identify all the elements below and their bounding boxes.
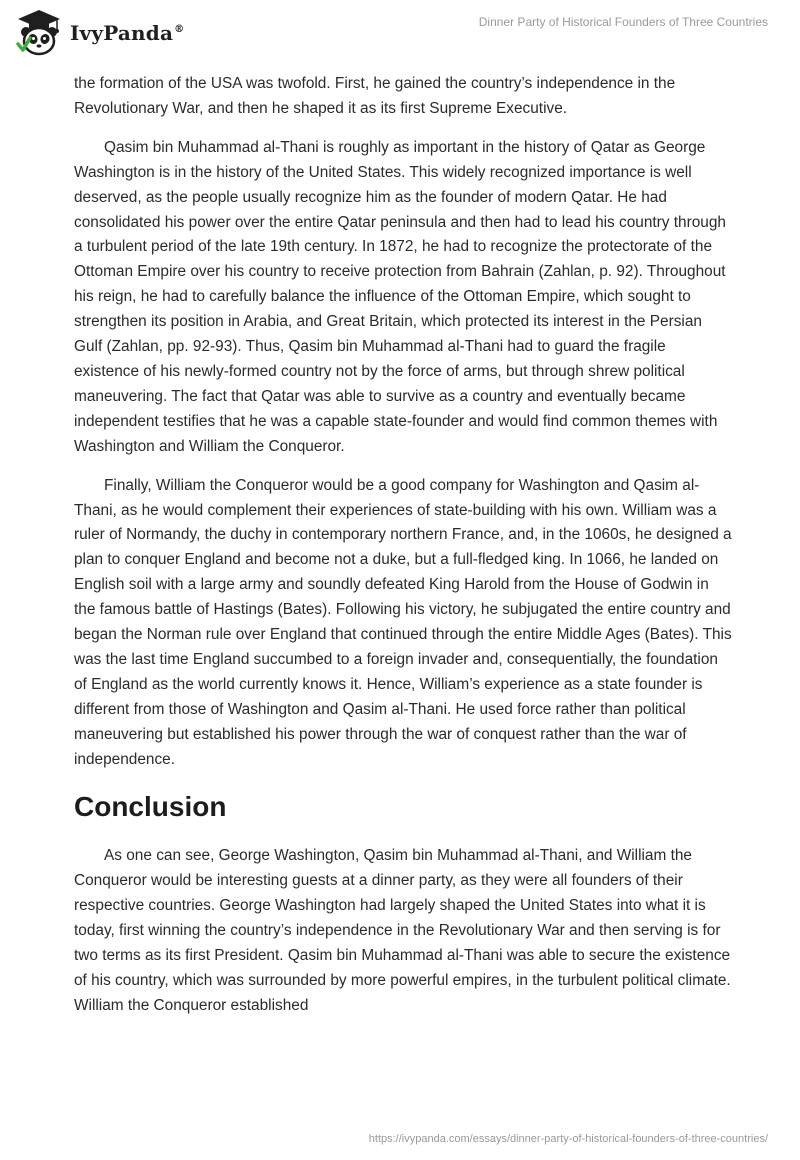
document-title: Dinner Party of Historical Founders of Three Countries (478, 15, 768, 29)
section-heading-conclusion: Conclusion (74, 791, 227, 823)
registered-mark: ® (174, 24, 185, 36)
footer-source-url[interactable]: https://ivypanda.com/essays/dinner-party-of-historical-founders-of-three-countries/ (368, 1133, 768, 1145)
essay-body (74, 72, 734, 1033)
paragraph-continuation: the formation of the USA was twofold. First, he gained the country’s independence in the Revolutionary War, and then he shaped it as its first Supreme Executive. (74, 75, 676, 117)
page-header (0, 0, 800, 70)
panda-graduate-icon (14, 8, 64, 58)
paragraph-conclusion: As one can see, George Washington, Qasim bin Muhammad al-Thani, and William the Conqueror would be interesting guests at a dinner party, as they were all founders of their respective countries. George Washington had largely shaped the United States into what it is today, first winning the country’s independence in the Revolutionary War and then serving is for two terms as its first President. Qasim bin Muhammad al-Thani was able to secure the existence of his country, which was surrounded by more powerful empires, in the turbulent political climate. William the Conqueror established (74, 847, 731, 1014)
paragraph-qasim: Qasim bin Muhammad al-Thani is roughly as important in the history of Qatar as George Washington is in the history of the United States. This widely recognized importance is well deserved, as the people usually recognize him as the founder of modern Qatar. He had consolidated his power over the entire Qatar peninsula and then had to lead his country through a turbulent period of the late 19th century. In 1872, he had to recognize the protectorate of the Ottoman Empire over his country to receive protection from Bahrain (Zahlan, p. 92). Throughout his reign, he had to carefully balance the influence of the Ottoman Empire, which sought to strengthen its position in Arabia, and Great Britain, which protected its interest in the Persian Gulf (Zahlan, pp. 92-93). Thus, Qasim bin Muhammad al-Thani had to guard the fragile existence of his newly-formed country not by the force of arms, but through shrew political maneuvering. The fact that Qatar was able to survive as a country and eventually became independent testifies that he was a capable state-founder and would find common themes with Washington and William the Conqueror. (74, 138, 726, 455)
brand-logo[interactable] (14, 8, 184, 58)
brand-name: IvyPanda® (70, 21, 185, 45)
paragraph-william: Finally, William the Conqueror would be a good company for Washington and Qasim al-Thani, as he would complement their experiences of state-building with his own. William was a ruler of Normandy, the duchy in contemporary northern France, and, in the 1060s, he designed a plan to conquer England and become not a duke, but a full-fledged king. In 1066, he landed on English soil with a large army and soundly defeated King Harold from the House of Godwin in the famous battle of Hastings (Bates). Following his victory, he subjugated the entire country and began the Norman rule over England that continued through the entire Middle Ages (Bates). This was the last time England succumbed to a foreign invader and, consequentially, the foundation of England as the world currently knows it. Hence, William’s experience as a state founder is different from those of Washington and Qasim al-Thani. He used force rather than political maneuvering but established his power through the war of conquest rather than the war of independence. (74, 476, 732, 768)
